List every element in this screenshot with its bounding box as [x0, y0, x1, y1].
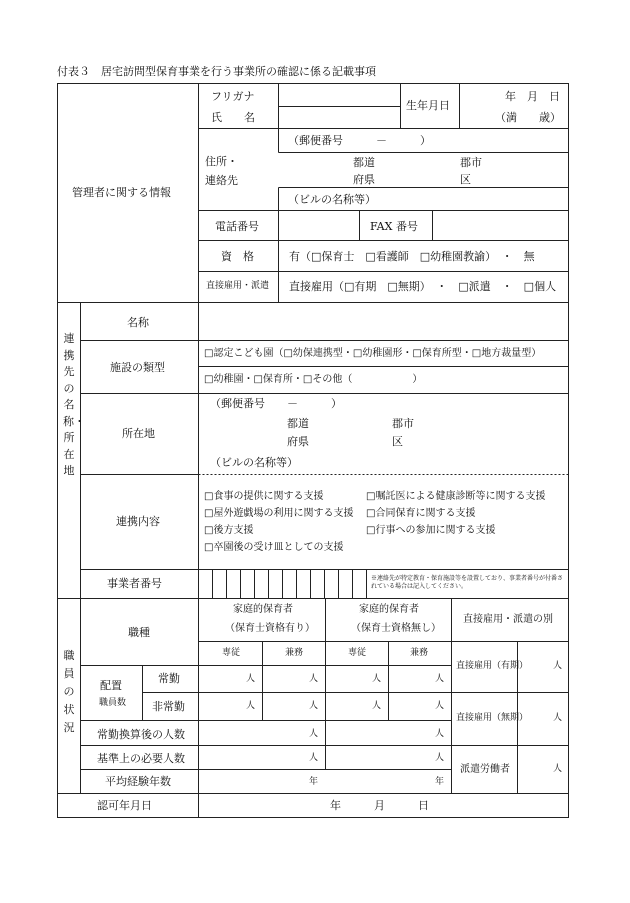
partner-postal[interactable]: （郵便番号 － ）: [210, 397, 342, 410]
unit-direct-fixed[interactable]: 人: [553, 661, 563, 671]
birthdate-value[interactable]: 年 月 日: [505, 90, 560, 103]
address-label-1: 住所・: [205, 155, 238, 168]
col-qualified-1: 家庭的保育者: [233, 604, 293, 615]
manager-gunshi-1: 郡市: [460, 156, 482, 169]
furigana-field[interactable]: [279, 84, 400, 106]
address-label-2: 連絡先: [205, 174, 238, 187]
approval-label: 認可年月日: [97, 799, 152, 812]
age-value[interactable]: （満 歳）: [495, 111, 561, 124]
unit-fte-qualified[interactable]: 人: [309, 729, 319, 739]
manager-gunshi-2: 区: [460, 173, 471, 186]
partner-gunshi-1: 郡市: [392, 417, 414, 430]
manager-postal[interactable]: （郵便番号 － ）: [288, 134, 431, 147]
manager-todofuken-2: 府県: [353, 173, 375, 186]
page-title: 付表３ 居宅訪問型保育事業を行う事業所の確認に係る記載事項: [57, 65, 376, 78]
location-label: 所在地: [122, 427, 155, 440]
sub-concurrent-unqualified: 兼務: [410, 648, 429, 658]
business-number-field[interactable]: [199, 570, 366, 598]
required-label: 基準上の必要人数: [97, 752, 185, 765]
coop-item-backup[interactable]: □後方支援: [204, 525, 254, 536]
col-employment: 直接雇用・派遣の別: [463, 614, 553, 625]
fulltime-label: 常勤: [158, 672, 180, 685]
cooperation-label: 連携内容: [116, 515, 160, 528]
manager-todofuken-1: 都道: [353, 156, 375, 169]
partner-building[interactable]: （ビルの名称等）: [210, 456, 298, 469]
facility-option-1[interactable]: □認定こども園（□幼保連携型・□幼稚園形・□保育所型・□地方裁量型）: [204, 348, 542, 359]
unit-required-unqualified[interactable]: 人: [435, 753, 445, 763]
qualification-label: 資 格: [221, 250, 254, 263]
unit-parttime-u-con[interactable]: 人: [435, 701, 445, 711]
fax-field[interactable]: [433, 211, 568, 240]
name-label: 氏 名: [211, 111, 255, 124]
phone-label: 電話番号: [215, 220, 259, 233]
unit-dispatched[interactable]: 人: [553, 764, 563, 774]
job-type-label: 職種: [128, 626, 150, 639]
partner-todofuken-2: 府県: [287, 435, 309, 448]
sub-concurrent-qualified: 兼務: [285, 648, 304, 658]
unit-parttime-u-ded[interactable]: 人: [372, 701, 382, 711]
sub-dedicated-qualified: 専従: [222, 648, 241, 658]
unit-fulltime-u-ded[interactable]: 人: [372, 674, 382, 684]
col-unqualified-1: 家庭的保育者: [359, 604, 419, 615]
coop-item-joint-care[interactable]: □合同保育に関する支援: [366, 508, 476, 519]
coop-item-events[interactable]: □行事への参加に関する支援: [366, 525, 496, 536]
direct-fixed-label: 直接雇用（有期）: [456, 661, 529, 671]
coop-item-after-graduation[interactable]: □卒園後の受け皿としての支援: [204, 542, 344, 553]
fax-label: FAX 番号: [370, 220, 418, 233]
col-unqualified-2: （保育士資格無し）: [351, 623, 441, 634]
employment-options[interactable]: 直接雇用（□有期 □無期） ・ □派遣 ・ □個人: [289, 280, 557, 293]
placement-label-1: 配置: [100, 679, 122, 692]
partner-heading: 連携先の名称・所在地: [63, 332, 85, 477]
unit-fulltime-q-ded[interactable]: 人: [246, 674, 256, 684]
partner-gunshi-2: 区: [392, 435, 403, 448]
employment-label: 直接雇用・派遣: [206, 281, 270, 291]
partner-name-label: 名称: [127, 316, 149, 329]
sub-dedicated-unqualified: 専従: [348, 648, 367, 658]
approval-date[interactable]: 年 月 日: [330, 799, 429, 812]
facility-option-2[interactable]: □幼稚園・□保育所・□その他（ ）: [204, 374, 423, 385]
business-number-note: ※連絡先が特定教育・保育施設等を設置しており、事業者番号が付番されている場合は記入してください。: [371, 575, 564, 590]
coop-item-meal[interactable]: □食事の提供に関する支援: [204, 491, 324, 502]
fte-after-label: 常勤換算後の人数: [97, 728, 185, 741]
direct-indefinite-label: 直接雇用（無期）: [456, 713, 529, 723]
business-number-label: 事業者番号: [107, 577, 162, 590]
manager-building[interactable]: （ビルの名称等）: [288, 193, 376, 206]
partner-todofuken-1: 都道: [287, 417, 309, 430]
manager-heading: 管理者に関する情報: [72, 186, 171, 199]
phone-field[interactable]: [279, 211, 359, 240]
unit-parttime-q-con[interactable]: 人: [309, 701, 319, 711]
parttime-label: 非常勤: [152, 700, 185, 713]
unit-fulltime-q-con[interactable]: 人: [309, 674, 319, 684]
birthdate-label: 生年月日: [406, 99, 450, 112]
col-qualified-2: （保育士資格有り）: [225, 623, 315, 634]
staff-heading: 職員の状況: [63, 649, 75, 734]
dispatched-label: 派遣労働者: [460, 764, 510, 775]
avg-experience-label: 平均経験年数: [105, 775, 171, 788]
unit-fte-unqualified[interactable]: 人: [435, 729, 445, 739]
partner-name-field[interactable]: [199, 303, 568, 340]
unit-fulltime-u-con[interactable]: 人: [435, 674, 445, 684]
facility-type-label: 施設の類型: [110, 361, 165, 374]
furigana-label: フリガナ: [211, 90, 255, 103]
unit-exp-qualified[interactable]: 年: [309, 777, 319, 787]
name-field[interactable]: [279, 107, 400, 128]
qualification-options[interactable]: 有（□保育士 □看護師 □幼稚園教諭） ・ 無: [289, 250, 535, 263]
coop-item-health-check[interactable]: □嘱託医による健康診断等に関する支援: [366, 491, 546, 502]
unit-direct-indefinite[interactable]: 人: [553, 713, 563, 723]
coop-item-playground[interactable]: □屋外遊戯場の利用に関する支援: [204, 508, 354, 519]
unit-parttime-q-ded[interactable]: 人: [246, 701, 256, 711]
unit-exp-unqualified[interactable]: 年: [435, 777, 445, 787]
unit-required-qualified[interactable]: 人: [309, 753, 319, 763]
placement-label-2: 職員数: [99, 698, 127, 708]
